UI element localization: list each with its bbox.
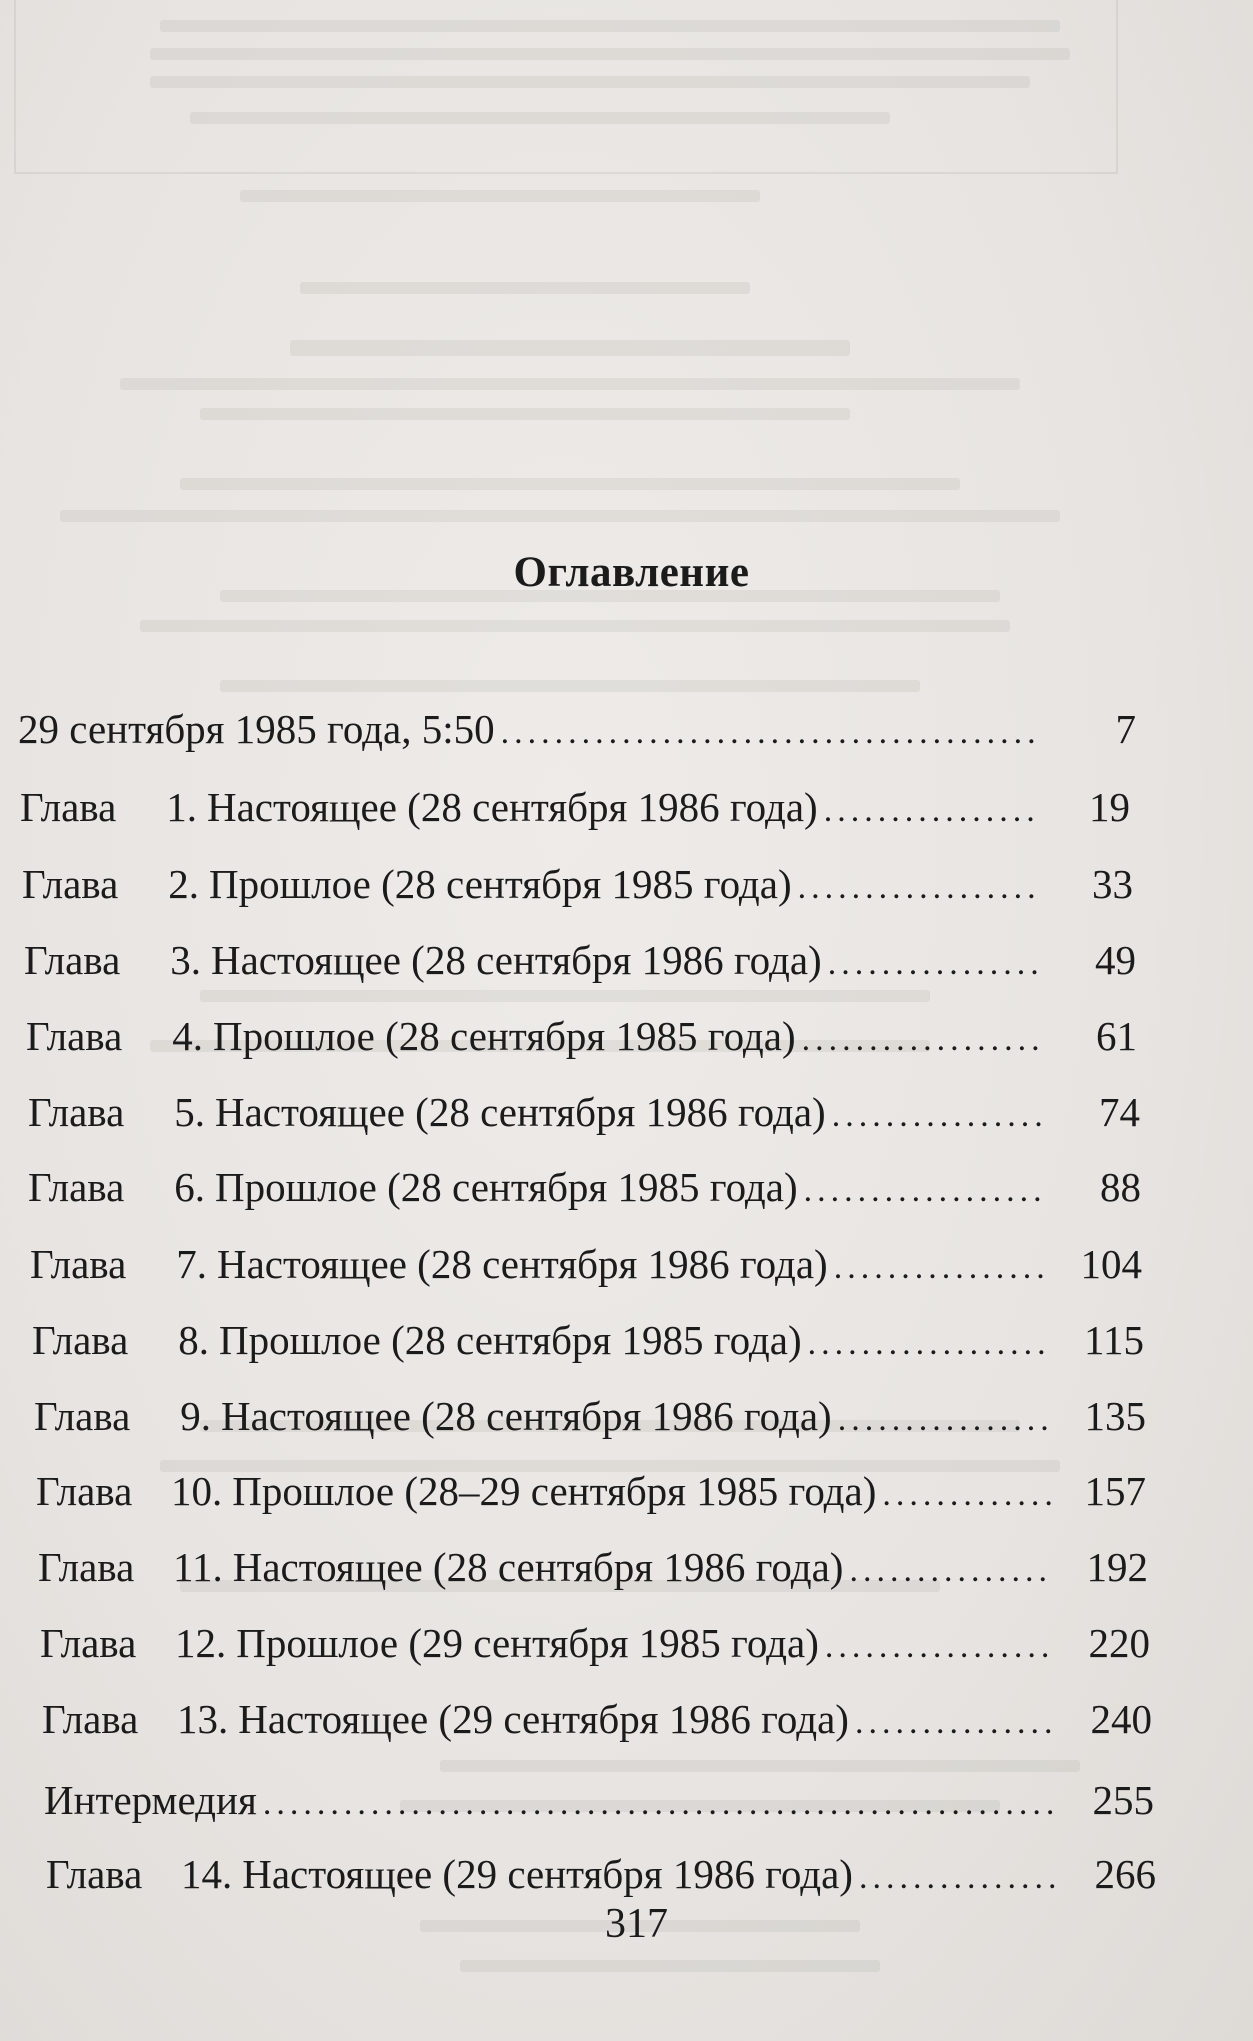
dot-leader	[808, 1320, 1050, 1368]
chapter-number: 2.	[168, 861, 199, 907]
chapter-word: Глава	[28, 1089, 125, 1135]
chapter-title: Настоящее (28 сентября 1986 года)	[221, 1393, 832, 1439]
toc-entry-chapter-5[interactable]	[28, 1088, 1140, 1140]
chapter-word: Глава	[20, 784, 117, 830]
dot-leader	[824, 787, 1036, 835]
chapter-title: Настоящее (28 сентября 1986 года)	[217, 1241, 828, 1287]
dot-leader	[263, 1780, 1060, 1828]
toc-entry-chapter-13[interactable]	[42, 1695, 1152, 1747]
toc-entry-chapter-1[interactable]	[20, 783, 1130, 835]
dot-leader	[501, 709, 1042, 757]
toc-entry-chapter-4[interactable]	[26, 1012, 1137, 1064]
chapter-number: 1.	[166, 784, 197, 830]
chapter-word: Глава	[40, 1620, 137, 1666]
dot-leader	[834, 1244, 1048, 1292]
toc-page-number: 135	[1084, 1393, 1146, 1439]
toc-entry-chapter-14[interactable]	[46, 1850, 1156, 1902]
chapter-number: 8.	[178, 1317, 209, 1363]
toc-page-number: 7	[1115, 706, 1136, 752]
chapter-number: 14.	[181, 1851, 233, 1897]
toc-entry-chapter-7[interactable]	[30, 1240, 1142, 1292]
dot-leader	[798, 864, 1039, 912]
toc-page-number: 88	[1100, 1164, 1141, 1210]
toc-page-number: 33	[1092, 861, 1133, 907]
chapter-number: 10.	[171, 1468, 223, 1514]
toc-page-number: 266	[1094, 1851, 1156, 1897]
toc-page-number: 157	[1084, 1468, 1146, 1514]
toc-entry-chapter-11[interactable]	[38, 1543, 1148, 1595]
toc-page-number: 115	[1084, 1317, 1144, 1363]
chapter-word: Глава	[34, 1393, 131, 1439]
chapter-word: Глава	[24, 937, 121, 983]
toc-page-number: 220	[1088, 1620, 1150, 1666]
chapter-title: Прошлое (28 сентября 1985 года)	[213, 1013, 796, 1059]
dot-leader	[828, 940, 1042, 988]
chapter-title: Настоящее (28 сентября 1986 года)	[207, 784, 818, 830]
chapter-title: Прошлое (29 сентября 1985 года)	[236, 1620, 819, 1666]
dot-leader	[832, 1092, 1046, 1140]
chapter-number: 3.	[170, 937, 201, 983]
toc-entry-label: Интермедия	[44, 1777, 257, 1823]
dot-leader	[802, 1016, 1043, 1064]
chapter-word: Глава	[38, 1544, 135, 1590]
toc-entry-chapter-3[interactable]	[24, 936, 1136, 988]
chapter-title: Настоящее (28 сентября 1986 года)	[232, 1544, 844, 1590]
chapter-word: Глава	[32, 1317, 129, 1363]
toc-page-number: 104	[1080, 1241, 1142, 1287]
chapter-number: 4.	[172, 1013, 203, 1059]
chapter-word: Глава	[22, 861, 119, 907]
dot-leader	[838, 1396, 1052, 1444]
toc-title: Оглавление	[513, 549, 750, 596]
toc-page-number: 49	[1095, 937, 1136, 983]
chapter-number: 5.	[174, 1089, 205, 1135]
chapter-word: Глава	[28, 1164, 125, 1210]
chapter-number: 11.	[173, 1544, 223, 1590]
chapter-title: Настоящее (29 сентября 1986 года)	[238, 1696, 849, 1742]
dot-leader	[882, 1471, 1052, 1519]
chapter-title: Прошлое (28–29 сентября 1985 года)	[232, 1468, 877, 1514]
toc-entry-chapter-9[interactable]	[34, 1392, 1146, 1444]
chapter-word: Глава	[30, 1241, 127, 1287]
dot-leader	[855, 1699, 1058, 1747]
toc-entry-chapter-6[interactable]	[28, 1163, 1141, 1215]
chapter-title: Настоящее (29 сентября 1986 года)	[242, 1851, 853, 1897]
toc-entry-chapter-10[interactable]	[36, 1467, 1146, 1519]
chapter-word: Глава	[42, 1696, 139, 1742]
toc-entry-prologue[interactable]	[18, 705, 1136, 757]
dot-leader	[804, 1167, 1047, 1215]
toc-entry-label: 29 сентября 1985 года, 5:50	[18, 706, 495, 752]
toc-entry-chapter-12[interactable]	[40, 1619, 1150, 1671]
toc-page-number: 192	[1086, 1544, 1148, 1590]
dot-leader	[825, 1623, 1056, 1671]
page-folio-number: 317	[605, 1901, 668, 1947]
toc-entry-chapter-2[interactable]	[22, 860, 1133, 912]
chapter-title: Прошлое (28 сентября 1985 года)	[209, 861, 792, 907]
chapter-title: Прошлое (28 сентября 1985 года)	[215, 1164, 798, 1210]
chapter-word: Глава	[36, 1468, 133, 1514]
chapter-number: 9.	[180, 1393, 211, 1439]
toc-page-number: 19	[1089, 784, 1130, 830]
chapter-title: Настоящее (28 сентября 1986 года)	[215, 1089, 826, 1135]
toc-page-number: 255	[1092, 1777, 1154, 1823]
chapter-number: 12.	[175, 1620, 227, 1666]
chapter-title: Настоящее (28 сентября 1986 года)	[211, 937, 822, 983]
toc-page-number: 61	[1096, 1013, 1137, 1059]
toc-page-number: 240	[1090, 1696, 1152, 1742]
chapter-number: 7.	[176, 1241, 207, 1287]
chapter-number: 13.	[177, 1696, 229, 1742]
toc-page-number: 74	[1099, 1089, 1140, 1135]
dot-leader	[849, 1547, 1054, 1595]
toc-entry-intermission[interactable]	[44, 1776, 1154, 1828]
chapter-word: Глава	[46, 1851, 143, 1897]
chapter-title: Прошлое (28 сентября 1985 года)	[219, 1317, 802, 1363]
toc-entry-chapter-8[interactable]	[32, 1316, 1144, 1368]
chapter-word: Глава	[26, 1013, 123, 1059]
chapter-number: 6.	[174, 1164, 205, 1210]
dot-leader	[859, 1854, 1062, 1902]
